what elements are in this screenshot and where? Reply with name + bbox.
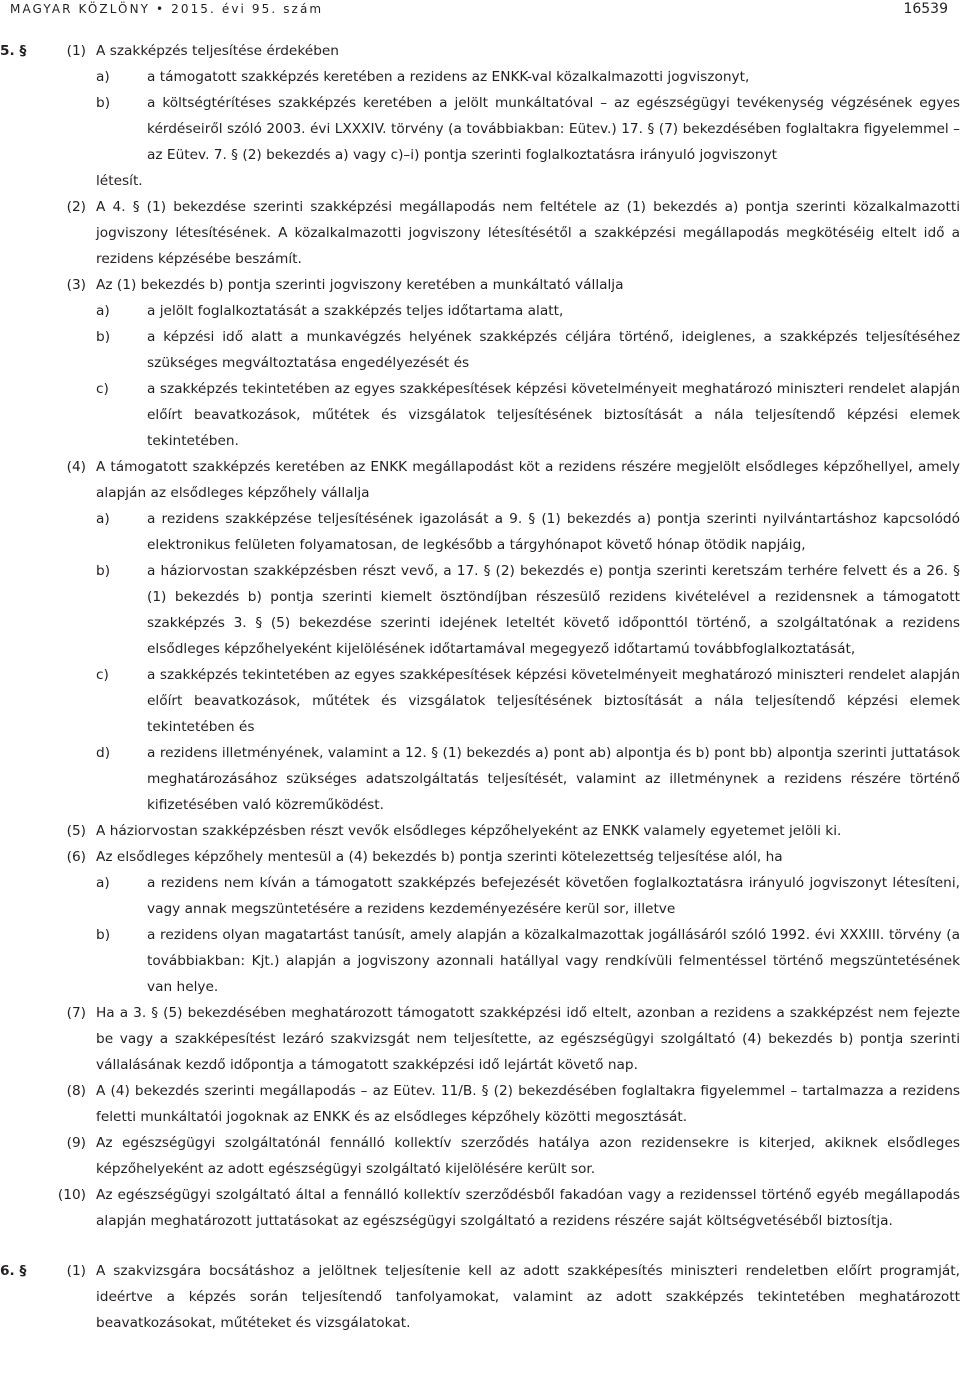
- list-item: [0, 64, 960, 90]
- paragraph-number: (5): [66, 823, 86, 839]
- list-item: [0, 90, 960, 168]
- section-5-paragraph-6: [0, 844, 960, 1000]
- section-5-paragraph-9: [0, 1130, 960, 1182]
- item-text: a költségtérítéses szakképzés keretében a jelölt munkáltatóval – az egészségügyi tevékenység végzésének egyes kérdéseiről szóló 2003. évi LXXXIV. törvény (a továbbiakban: Eütev.) 17. § (7) bekezdésében foglaltakra figyelemmel – az Eütev. 7. § (2) bekezdés a) vagy c)–i) pontja szerinti foglalkoztatásra irányuló jogviszonyt: [147, 95, 960, 163]
- list-item: [0, 922, 960, 1000]
- section-5-paragraph-2: [0, 194, 960, 272]
- item-text: a rezidens nem kíván a támogatott szakképzés befejezését követően foglalkoztatásra irányuló jogviszonyt létesíteni, vagy annak megszüntetésére a rezidens kezdeményezésére kerül sor, illetve: [147, 875, 960, 917]
- list-item: [0, 506, 960, 558]
- item-text: a háziorvostan szakképzésben részt vevő, a 17. § (2) bekezdés e) pontja szerinti keretszám terhére felvett és a 26. § (1) bekezdés b) pontja szerinti kiemelt ösztöndíjban részesülő rezidens kivételével a rezidensnek a támogatott szakképzés 3. § (5) bekezdése szerinti idejének leteltét követő időponttól történő, a szolgáltatónak a rezidens elsődleges képzőhelyeként kijelölésének időtartamával megegyező időtartamú továbbfoglalkoztatását,: [147, 563, 960, 657]
- paragraph-text: A háziorvostan szakképzésben részt vevők elsődleges képzőhelyeként az ENKK valamely egyetemet jelöli ki.: [96, 823, 842, 839]
- section-5-paragraph-3: [0, 272, 960, 454]
- paragraph-text: Az egészségügyi szolgáltatónál fennálló kollektív szerződés hatálya azon rezidensekre is kiterjed, akiknek elsődleges képzőhelyeként az adott egészségügyi szolgáltató kijelölésére került sor.: [96, 1135, 960, 1177]
- paragraph-intro: A szakképzés teljesítése érdekében: [96, 43, 339, 59]
- paragraph-text: Az egészségügyi szolgáltató által a fennálló kollektív szerződésből fakadóan vagy a rezidenssel történő egyéb megállapodás alapján meghatározott juttatásokat az egészségügyi szolgáltató a rezidens részére saját költségvetéséből biztosítja.: [96, 1187, 960, 1229]
- item-text: a képzési idő alatt a munkavégzés helyének szakképzés céljára történő, ideiglenes, a szakképzés teljesítéséhez szükséges megváltoztatása engedélyezését és: [147, 329, 960, 371]
- item-label: d): [96, 745, 111, 761]
- paragraph-text: A (4) bekezdés szerinti megállapodás – az Eütev. 11/B. § (2) bekezdésében foglaltakra figyelemmel – tartalmazza a rezidens feletti munkáltatói jogoknak az ENKK és az elsődleges képzőhely közötti megosztását.: [96, 1083, 960, 1125]
- section-5-paragraph-10: [0, 1182, 960, 1234]
- paragraph-number: (10): [57, 1187, 86, 1203]
- list-item: [0, 662, 960, 740]
- item-text: a szakképzés tekintetében az egyes szakképesítések képzési követelményeit meghatározó miniszteri rendelet alapján előírt beavatkozások, műtétek és vizsgálatok teljesítésének biztosítását a nála teljesítendő képzési elemek tekintetében és: [147, 667, 960, 735]
- paragraph-closing: létesít.: [96, 173, 143, 189]
- paragraph-number: (7): [66, 1005, 86, 1021]
- paragraph-number: (9): [66, 1135, 86, 1151]
- section-6-paragraph-1: [0, 1258, 960, 1336]
- page-number: 16539: [903, 1, 948, 17]
- paragraph-text: A szakvizsgára bocsátáshoz a jelöltnek teljesítenie kell az adott szakképesítés miniszteri rendeletben előírt programját, ideértve a képzés során teljesítendő tanfolyamokat, valamint az adott szakképzés tekintetében meghatározott beavatkozásokat, műtéteket és vizsgálatokat.: [96, 1263, 960, 1331]
- document-body: [0, 38, 960, 1336]
- item-label: b): [96, 95, 111, 111]
- paragraph-intro: Az (1) bekezdés b) pontja szerinti jogviszony keretében a munkáltató vállalja: [96, 277, 624, 293]
- section-number: 5. §: [0, 43, 27, 59]
- section-5-paragraph-1: [0, 38, 960, 194]
- paragraph-text: A 4. § (1) bekezdése szerinti szakképzési megállapodás nem feltétele az (1) bekezdés a) pontja szerinti közalkalmazotti jogviszony létesítésének. A közalkalmazotti jogviszony létesítésétől a szakképzési megállapodás megkötéséig eltelt idő a rezidens képzésébe beszámít.: [96, 199, 960, 267]
- item-text: a jelölt foglalkoztatását a szakképzés teljes időtartama alatt,: [147, 303, 564, 319]
- item-text: a támogatott szakképzés keretében a rezidens az ENKK-val közalkalmazotti jogviszonyt,: [147, 69, 750, 85]
- paragraph-number: (3): [66, 277, 86, 293]
- item-label: a): [96, 69, 110, 85]
- paragraph-text: Ha a 3. § (5) bekezdésében meghatározott támogatott szakképzési idő eltelt, azonban a rezidens a szakképzést nem fejezte be vagy a szakképesítést lezáró szakvizsgát nem teljesítette, az egészségügyi szolgáltató (4) bekezdés b) pontja szerinti vállalásának kezdő időpontja a támogatott szakképzési idő lejártát követő nap.: [96, 1005, 960, 1073]
- list-item: [0, 558, 960, 662]
- item-label: c): [96, 667, 109, 683]
- item-text: a szakképzés tekintetében az egyes szakképesítések képzési követelményeit meghatározó miniszteri rendelet alapján előírt beavatkozások, műtétek és vizsgálatok teljesítésének biztosítását a nála teljesítendő képzési elemek tekintetében.: [147, 381, 960, 449]
- item-label: a): [96, 875, 110, 891]
- list-item: [0, 298, 960, 324]
- list-item: [0, 324, 960, 376]
- section-5-paragraph-8: [0, 1078, 960, 1130]
- item-text: a rezidens olyan magatartást tanúsít, amely alapján a közalkalmazottak jogállásáról szóló 1992. évi XXXIII. törvény (a továbbiakban: Kjt.) alapján a jogviszony azonnali hatállyal vagy rendkívüli felmentéssel történő megszüntetésének van helye.: [147, 927, 960, 995]
- page-header: [10, 0, 948, 26]
- item-label: a): [96, 303, 110, 319]
- paragraph-number: (8): [66, 1083, 86, 1099]
- item-text: a rezidens szakképzése teljesítésének igazolását a 9. § (1) bekezdés a) pontja szerinti nyilvántartáshoz kapcsolódó elektronikus felületen folyamatosan, de legkésőbb a tárgyhónapot követő hónap ötödik napjáig,: [147, 511, 960, 553]
- item-label: b): [96, 927, 111, 943]
- item-label: b): [96, 563, 111, 579]
- paragraph-intro: A támogatott szakképzés keretében az ENKK megállapodást köt a rezidens részére megjelölt elsődleges képzőhellyel, amely alapján az elsődleges képzőhely vállalja: [96, 459, 960, 501]
- list-item: [0, 870, 960, 922]
- paragraph-number: (4): [66, 459, 86, 475]
- paragraph-number: (2): [66, 199, 86, 215]
- paragraph-number: (6): [66, 849, 86, 865]
- section-5-paragraph-4: [0, 454, 960, 818]
- paragraph-number: (1): [66, 1263, 86, 1279]
- paragraph-intro: Az elsődleges képzőhely mentesül a (4) bekezdés b) pontja szerinti kötelezettség teljesítése alól, ha: [96, 849, 783, 865]
- paragraph-number: (1): [66, 43, 86, 59]
- section-5-paragraph-7: [0, 1000, 960, 1078]
- item-label: c): [96, 381, 109, 397]
- section-number: 6. §: [0, 1263, 27, 1279]
- list-item: [0, 740, 960, 818]
- item-label: a): [96, 511, 110, 527]
- list-item: [0, 376, 960, 454]
- item-label: b): [96, 329, 111, 345]
- section-spacer: [0, 1234, 960, 1258]
- section-5-paragraph-5: [0, 818, 960, 844]
- item-text: a rezidens illetményének, valamint a 12. § (1) bekezdés a) pont ab) alpontja és b) pont bb) alpontja szerinti juttatások meghatározásához szükséges adatszolgáltatás teljesítését, valamint az illetménynek a rezidens részére történő kifizetésében való közreműködést.: [147, 745, 960, 813]
- journal-title: MAGYAR KÖZLÖNY • 2015. évi 95. szám: [10, 2, 324, 16]
